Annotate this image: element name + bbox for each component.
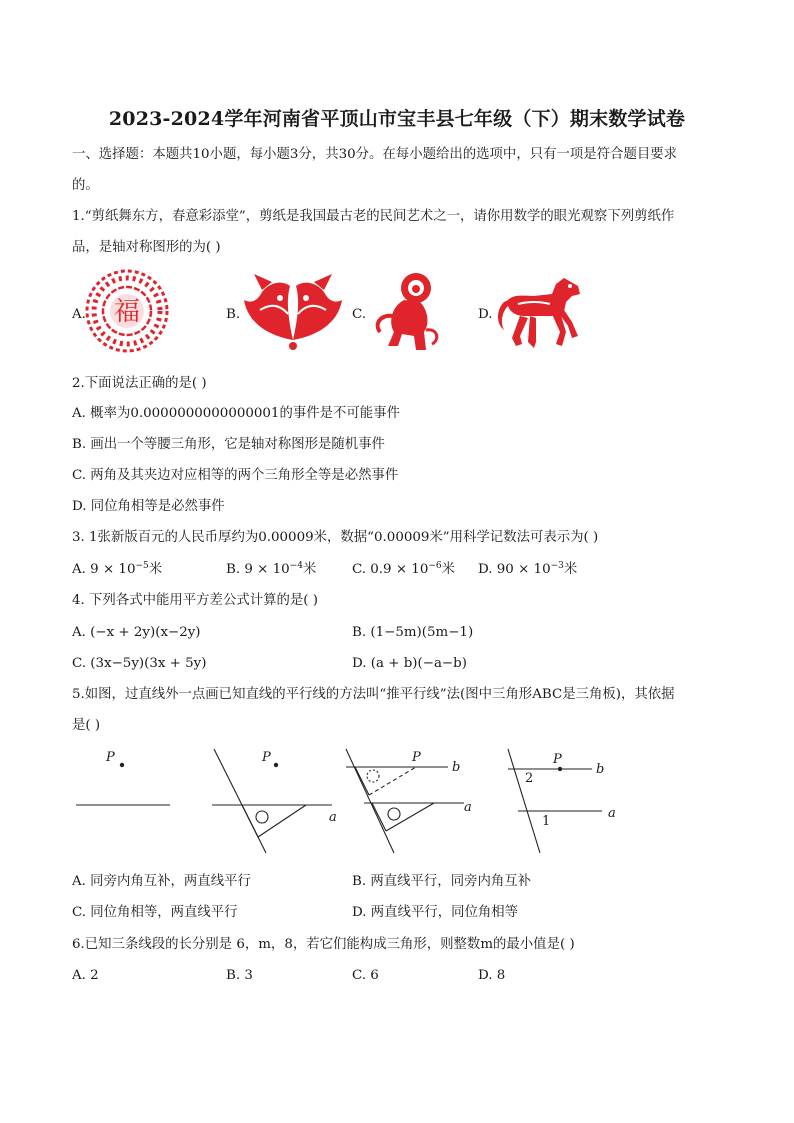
q4-option-d: D. (a + b)(−a−b) [352,656,467,671]
q5-stem-line1: 5.如图，过直线外一点画已知直线的平行线的方法叫“推平行线”法(图中三角形ABC是三角板)，其依据 [72,687,675,702]
q5-option-a: A. 同旁内角互补，两直线平行 [72,874,251,889]
q5-fig4-label-b: b [596,762,605,777]
q1-option-a-label: A. [72,307,86,322]
q4-option-c: C. (3x−5y)(3x + 5y) [72,656,207,671]
q6-stem: 6.已知三条线段的长分别是 6，m，8，若它们能构成三角形，则整数m的最小值是( ) [72,937,575,952]
q5-fig4-label-p: P [553,752,562,767]
papercut-horse-image [494,272,584,352]
q5-fig4-label-a: a [608,806,616,821]
papercut-fu-image [84,268,170,354]
q2-option-b: B. 画出一个等腰三角形，它是轴对称图形是随机事件 [72,437,385,452]
fu-character: 福 [113,297,141,327]
q5-fig2-label-p: P [262,750,271,765]
q1-option-b-label: B. [226,307,241,322]
q5-option-d: D. 两直线平行，同位角相等 [352,905,519,920]
q3-option-d: D. $90 \times 10^{-3}$米 [478,561,578,577]
q3-option-b: B. $9 \times 10^{-4}$米 [226,561,317,577]
q5-option-c: C. 同位角相等，两直线平行 [72,905,238,920]
q5-option-b: B. 两直线平行，同旁内角互补 [352,874,532,889]
section-instructions-line2: 的。 [72,178,99,193]
q6-option-a: A. 2 [72,968,99,983]
q2-stem: 2.下面说法正确的是( ) [72,376,207,391]
q2-option-c: C. 两角及其夹边对应相等的两个三角形全等是必然事件 [72,468,399,483]
q4-option-b: B. (1−5m)(5m−1) [352,625,474,640]
q2-option-d: D. 同位角相等是必然事件 [72,499,225,514]
q5-fig2-label-a: a [329,810,337,825]
q5-fig4-label-angle2: 2 [525,771,534,786]
q5-fig3-label-p: P [412,750,421,765]
q6-option-b: B. 3 [226,968,253,983]
q3-stem: 3. 1张新版百元的人民币厚约为0.00009米，数据“0.00009米”用科学记数法可表示为( ) [72,530,599,545]
q1-option-c-label: C. [352,307,367,322]
q3-option-c: C. $0.9 \times 10^{-6}$米 [352,561,456,577]
q5-stem-line2: 是( ) [72,718,101,733]
q5-fig3-label-a: a [464,800,472,815]
q5-fig1-label-p: P [106,750,115,765]
q4-stem: 4. 下列各式中能用平方差公式计算的是( ) [72,593,318,608]
page-title: 2023-2024学年河南省平顶山市宝丰县七年级（下）期末数学试卷 [108,108,686,130]
q1-stem-line2: 品，是轴对称图形的为( ) [72,240,221,255]
papercut-fish-image [240,270,346,352]
q5-figure-step2 [208,745,338,857]
q5-figure-step1 [72,745,176,815]
q4-option-a: A. (−x + 2y)(x−2y) [72,625,201,640]
q5-fig3-label-b: b [452,760,461,775]
q2-option-a: A. 概率为0.0000000000000001的事件是不可能事件 [72,406,400,421]
q6-option-d: D. 8 [478,968,506,983]
papercut-monkey-image [368,270,444,354]
q5-fig4-label-angle1: 1 [542,814,551,829]
section-instructions-line1: 一、选择题：本题共10小题，每小题3分，共30分。在每小题给出的选项中，只有一项是符合题目要求 [72,147,678,162]
q1-option-d-label: D. [478,307,493,322]
q1-stem-line1: 1.“剪纸舞东方，春意彩添堂”，剪纸是我国最古老的民间艺术之一，请你用数学的眼光观察下列剪纸作 [72,209,675,224]
q3-option-a: A. $9 \times 10^{-5}$米 [72,561,163,577]
q6-option-c: C. 6 [352,968,379,983]
